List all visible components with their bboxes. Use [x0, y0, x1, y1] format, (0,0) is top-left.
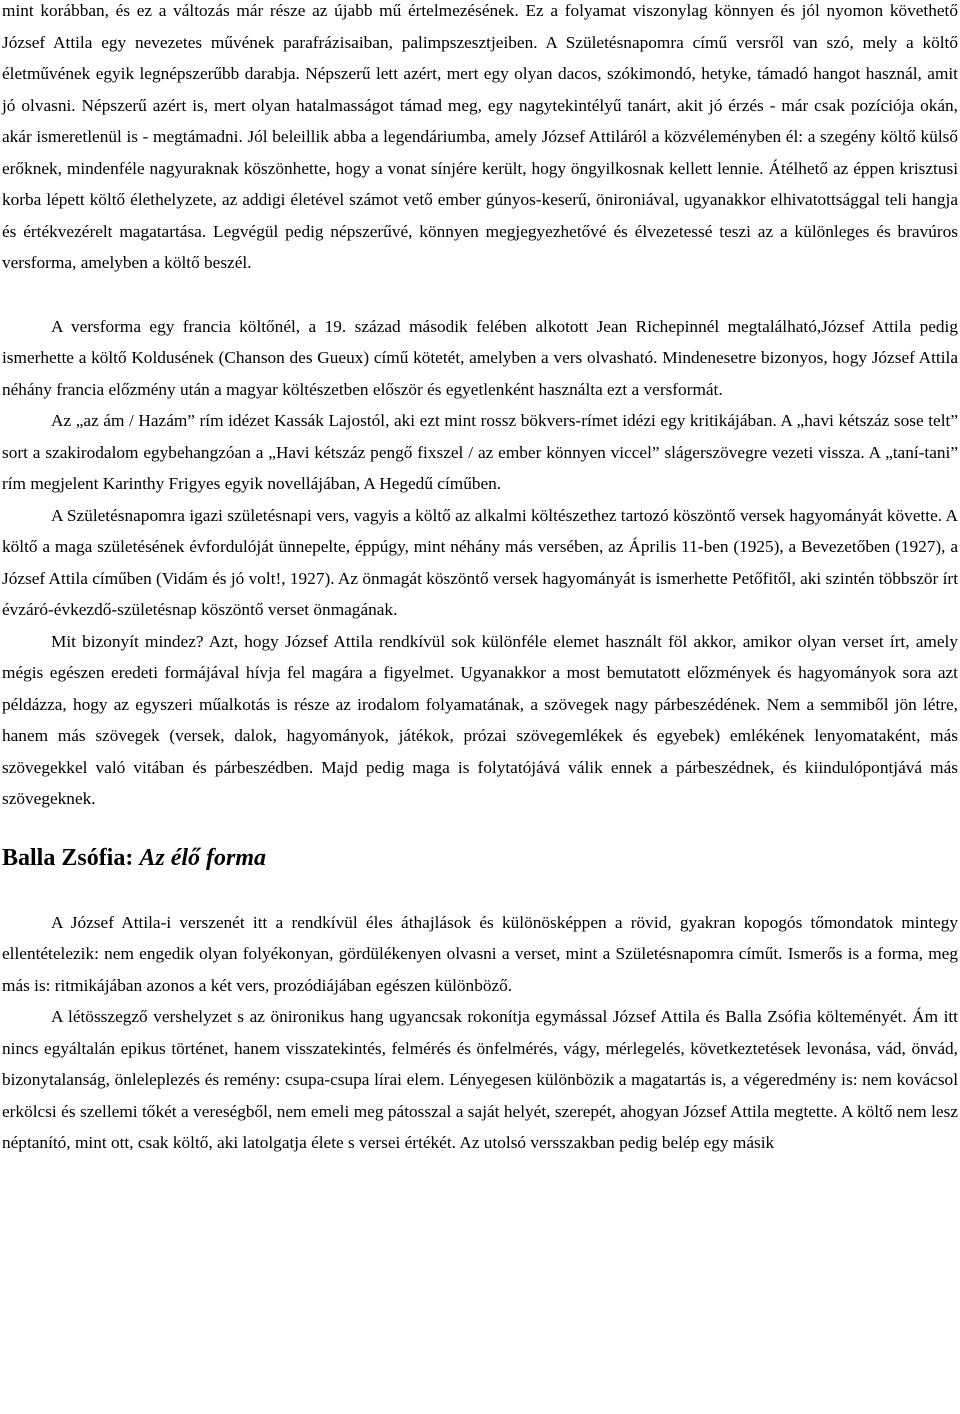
paragraph-conclusion: Mit bizonyít mindez? Azt, hogy József Attila rendkívül sok különféle elemet használt föl akkor, amikor olyan verset írt, amely mégis egészen eredeti formájával hívja fel magára a figyelmet. Ugyanakkor a most bemutatott előzmények és hagyományok sora azt példázza, hogy az egyszeri műalkotás is része az irodalom folyamatának, a szövegek nagy párbeszédének. Nem a semmiből jön létre, hanem más szövegek (versek, dalok, hagyományok, játékok, prózai szövegemlékek és egyebek) emlékének lenyomataként, más szövegekkel való vitában és párbeszédben. Majd pedig maga is folytatójává válik ennek a párbeszédnek, és kiindulópontjává más szövegeknek. [2, 631, 958, 808]
paragraph-birthday-tradition: A Születésnapomra igazi születésnapi vers, vagyis a költő az alkalmi költészethez tartozó köszöntő versek hagyományát követte. A költő a maga születésének évfordulóját ünnepelte, éppúgy, mint néhány más versében, az Április 11-ben (1925), a Bevezetőben (1927), a József Attila címűben (Vidám és jó volt!, 1927). Az önmagát köszöntő versek hagyományát is ismerhette Petőfitől, aki szintén többször írt évzáró-évkezdő-születésnap köszöntő verset önmagának. [2, 505, 958, 619]
document-page [2, 0, 958, 1159]
section-heading [2, 843, 958, 873]
paragraph-comparison: A létösszegző vershelyzet s az önironikus hang ugyancsak rokonítja egymással József Attila és Balla Zsófia költeményét. Ám itt nincs egyáltalán epikus történet, hanem visszatekintés, felmérés és önfelmérés, vágy, mérlegelés, következtetések levonása, vád, önvád, bizonytalanság, önleleplezés és remény: csupa-csupa lírai elem. Lényegesen különbözik a magatartás is, a végeredmény is: nem kovácsol erkölcsi és szellemi tőkét a vereségből, nem emeli meg pátosszal a saját helyét, szerepét, ahogyan József Attila megtette. A költő nem lesz néptanító, mint ott, csak költő, aki latolgatja élete s versei értékét. Az utolsó versszakban pedig belép egy másik [2, 1007, 958, 1152]
heading-author: Balla Zsófia: [2, 844, 134, 871]
paragraph-rhyme-quotes: Az „az ám / Hazám” rím idézet Kassák Lajostól, aki ezt mint rossz bökvers-rímet idézi egy kritikájában. A „havi kétszáz sose telt” sort a szakirodalom egybehangzóan a „Havi kétszáz pengő fixszel / az ember könnyen viccel” slágerszövegre vezeti vissza. A „taní-tani” rím megjelent Karinthy Frigyes egyik novellájában, A Hegedű címűben. [2, 411, 958, 493]
heading-work-title: Az élő forma [139, 844, 267, 871]
paragraph-intro: mint korábban, és ez a változás már része az újabb mű értelmezésének. Ez a folyamat viszonylag könnyen és jól nyomon követhető József Attila egy nevezetes művének parafrázisaiban, palimpszesztjeiben. A Születésnapomra című versről van szó, mely a költő életművének egyik legnépszerűbb darabja. Népszerű lett azért, mert egy olyan dacos, szókimondó, hetyke, támadó hangot használ, amit jó olvasni. Népszerű azért is, mert olyan hatalmasságot támad meg, egy nagytekintélyű tanárt, akit jó érzés - már csak pozíciója okán, akár ismeretlenül is - megtámadni. Jól beleillik abba a legendáriumba, amely József Attiláról a közvéleményben él: a szegény költő külső erőknek, mindenféle nagyuraknak köszönhette, hogy a vonat sínjére került, hogy öngyilkosnak kellett lennie. Átélhető az éppen krisztusi korba lépett költő élethelyzete, az addigi életével számot vető ember gúnyos-keserű, önironiával, ugyanakkor elhivatottsággal teli hangja és értékvezérelt magatartása. Legvégül pedig népszerűvé, könnyen megjegyezhetővé és élvezetessé teszi az a különleges és bravúros versforma, amelyben a költő beszél. [2, 1, 958, 272]
paragraph-gap [2, 279, 958, 311]
paragraph-verse-music: A József Attila-i verszenét itt a rendkívül éles áthajlások és különösképpen a rövid, gyakran kopogós tőmondatok mintegy ellentételezik: nem engedik olyan folyékonyan, gördülékenyen olvasni a verset, mint a Születésnapomra címűt. Ismerős is a forma, meg más is: ritmikájában azonos a két vers, prozódiájában egészen különböző. [2, 912, 958, 995]
paragraph-verse-form: A versforma egy francia költőnél, a 19. század második felében alkotott Jean Richepinnél megtalálható,József Attila pedig ismerhette a költő Koldusének (Chanson des Gueux) című kötetét, amelyben a vers olvasható. Mindenesetre bizonyos, hogy József Attila néhány francia előzmény után a magyar költészetben először és egyetlenként használta ezt a versformát. [2, 316, 958, 399]
